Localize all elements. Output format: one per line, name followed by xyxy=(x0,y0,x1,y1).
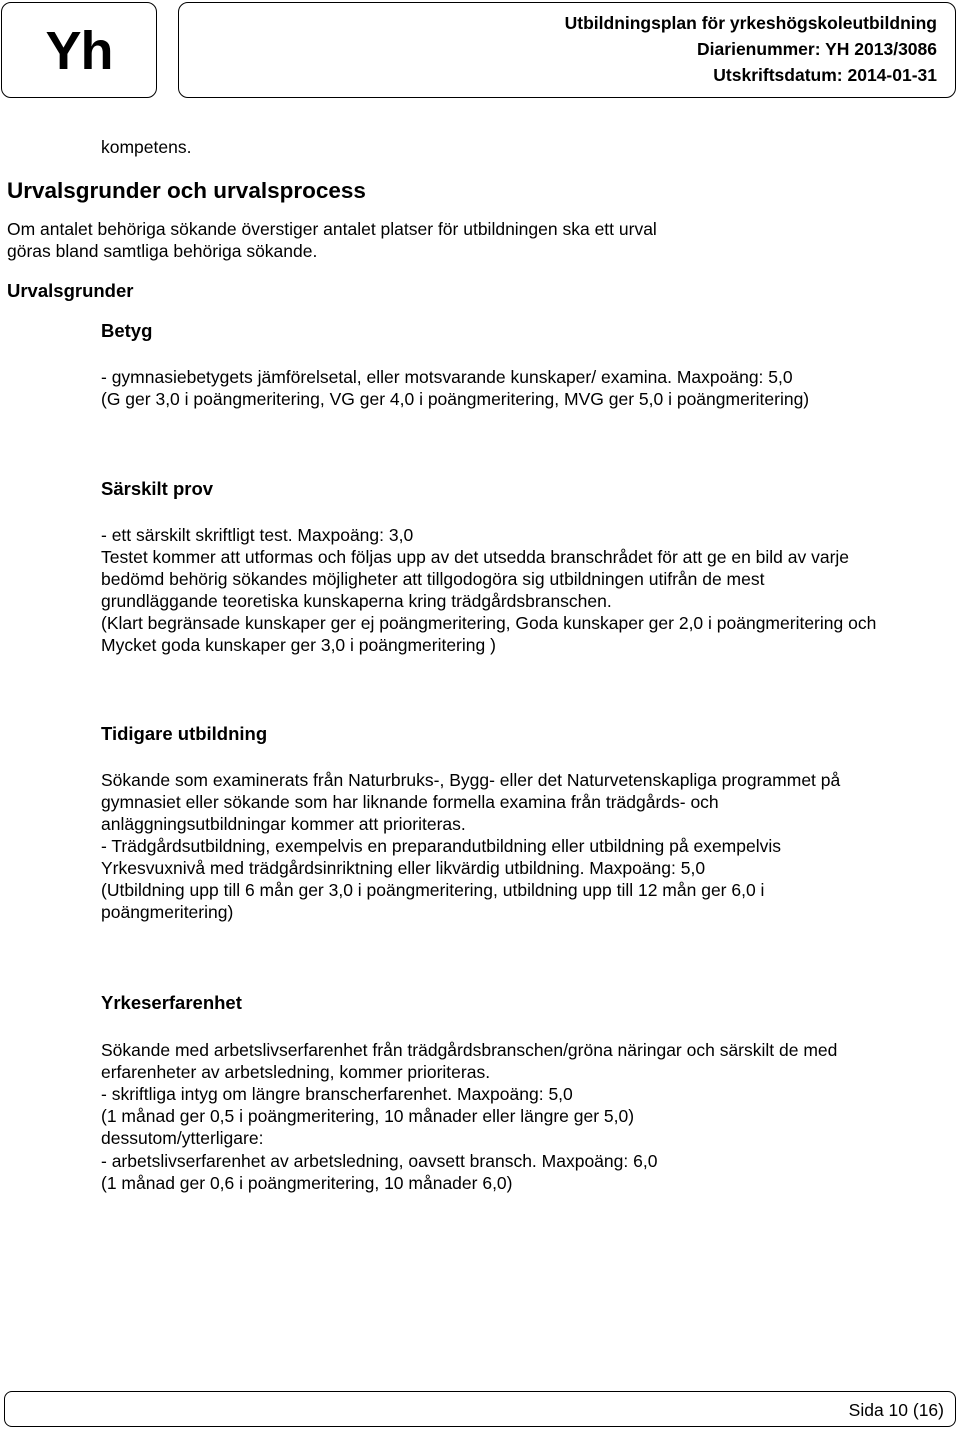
yrkeserfarenhet-line: - arbetslivserfarenhet av arbetsledning, oavsett bransch. Maxpoäng: 6,0 xyxy=(101,1151,658,1171)
yrkeserfarenhet-line: (1 månad ger 0,5 i poängmeritering, 10 månader eller längre ger 5,0) xyxy=(101,1106,635,1126)
tidigare-utbildning-line: anläggningsutbildningar kommer att prioriteras. xyxy=(101,814,466,834)
yrkeserfarenhet-line: Sökande med arbetslivserfarenhet från trädgårdsbranschen/gröna näringar och särskilt de med xyxy=(101,1040,838,1060)
sarskilt-prov-line: grundläggande teoretiska kunskaperna kring trädgårdsbranschen. xyxy=(101,591,612,611)
document-title: Utbildningsplan för yrkeshögskoleutbildning xyxy=(564,13,937,33)
sarskilt-prov-line: Mycket goda kunskaper ger 3,0 i poängmeritering ) xyxy=(101,635,496,655)
sarskilt-prov-line: Testet kommer att utformas och följas upp av det utsedda branschrådet för att ge en bild av varje xyxy=(101,547,850,567)
yh-logo: Yh xyxy=(45,21,113,81)
yrkeserfarenhet-line: (1 månad ger 0,6 i poängmeritering, 10 månader 6,0) xyxy=(101,1173,513,1193)
tidigare-utbildning-line: Sökande som examinerats från Naturbruks-, Bygg- eller det Naturvetenskapliga programmet på xyxy=(101,770,841,790)
logo-box xyxy=(1,2,157,98)
section-text-line: Om antalet behöriga sökande överstiger antalet platser för utbildningen ska ett urval xyxy=(7,219,657,239)
betyg-line: (G ger 3,0 i poängmeritering, VG ger 4,0 i poängmeritering, MVG ger 5,0 i poängmeritering) xyxy=(101,389,810,409)
utskriftsdatum: Utskriftsdatum: 2014-01-31 xyxy=(713,65,937,85)
sarskilt-prov-line: - ett särskilt skriftligt test. Maxpoäng: 3,0 xyxy=(101,525,414,545)
sarskilt-prov-line: (Klart begränsade kunskaper ger ej poängmeritering, Goda kunskaper ger 2,0 i poängmeritering och xyxy=(101,613,877,633)
page-footer xyxy=(4,1391,956,1427)
yrkeserfarenhet-line: erfarenheter av arbetsledning, kommer prioriteras. xyxy=(101,1062,491,1082)
yrkeserfarenhet-heading: Yrkeserfarenhet xyxy=(101,992,242,1013)
sarskilt-prov-heading: Särskilt prov xyxy=(101,478,214,499)
section-text-line: göras bland samtliga behöriga sökande. xyxy=(7,241,318,261)
subsection-title: Urvalsgrunder xyxy=(7,280,134,301)
sarskilt-prov-line: bedömd behörig sökandes möjligheter att tillgodogöra sig utbildningen utifrån de mest xyxy=(101,569,765,589)
diarienummer: Diarienummer: YH 2013/3086 xyxy=(697,39,937,59)
tidigare-utbildning-heading: Tidigare utbildning xyxy=(101,723,268,744)
tidigare-utbildning-line: Yrkesvuxnivå med trädgårdsinriktning eller likvärdig utbildning. Maxpoäng: 5,0 xyxy=(101,858,706,878)
section-title: Urvalsgrunder och urvalsprocess xyxy=(7,178,366,203)
yrkeserfarenhet-line: dessutom/ytterligare: xyxy=(101,1128,264,1148)
tidigare-utbildning-line: - Trädgårdsutbildning, exempelvis en preparandutbildning eller utbildning på exempelvis xyxy=(101,836,781,856)
betyg-line: - gymnasiebetygets jämförelsetal, eller motsvarande kunskaper/ examina. Maxpoäng: 5,0 xyxy=(101,367,793,387)
tidigare-utbildning-line: gymnasiet eller sökande som har liknande formella examina från trädgårds- och xyxy=(101,792,719,812)
tidigare-utbildning-line: poängmeritering) xyxy=(101,902,234,922)
yrkeserfarenhet-line: - skriftliga intyg om längre branscherfarenhet. Maxpoäng: 5,0 xyxy=(101,1084,573,1104)
document-header xyxy=(178,2,956,98)
betyg-heading: Betyg xyxy=(101,320,153,341)
tidigare-utbildning-line: (Utbildning upp till 6 mån ger 3,0 i poängmeritering, utbildning upp till 12 mån ger 6,0 i xyxy=(101,880,765,900)
page-number: Sida 10 (16) xyxy=(848,1400,944,1420)
intro-text: kompetens. xyxy=(101,137,192,157)
